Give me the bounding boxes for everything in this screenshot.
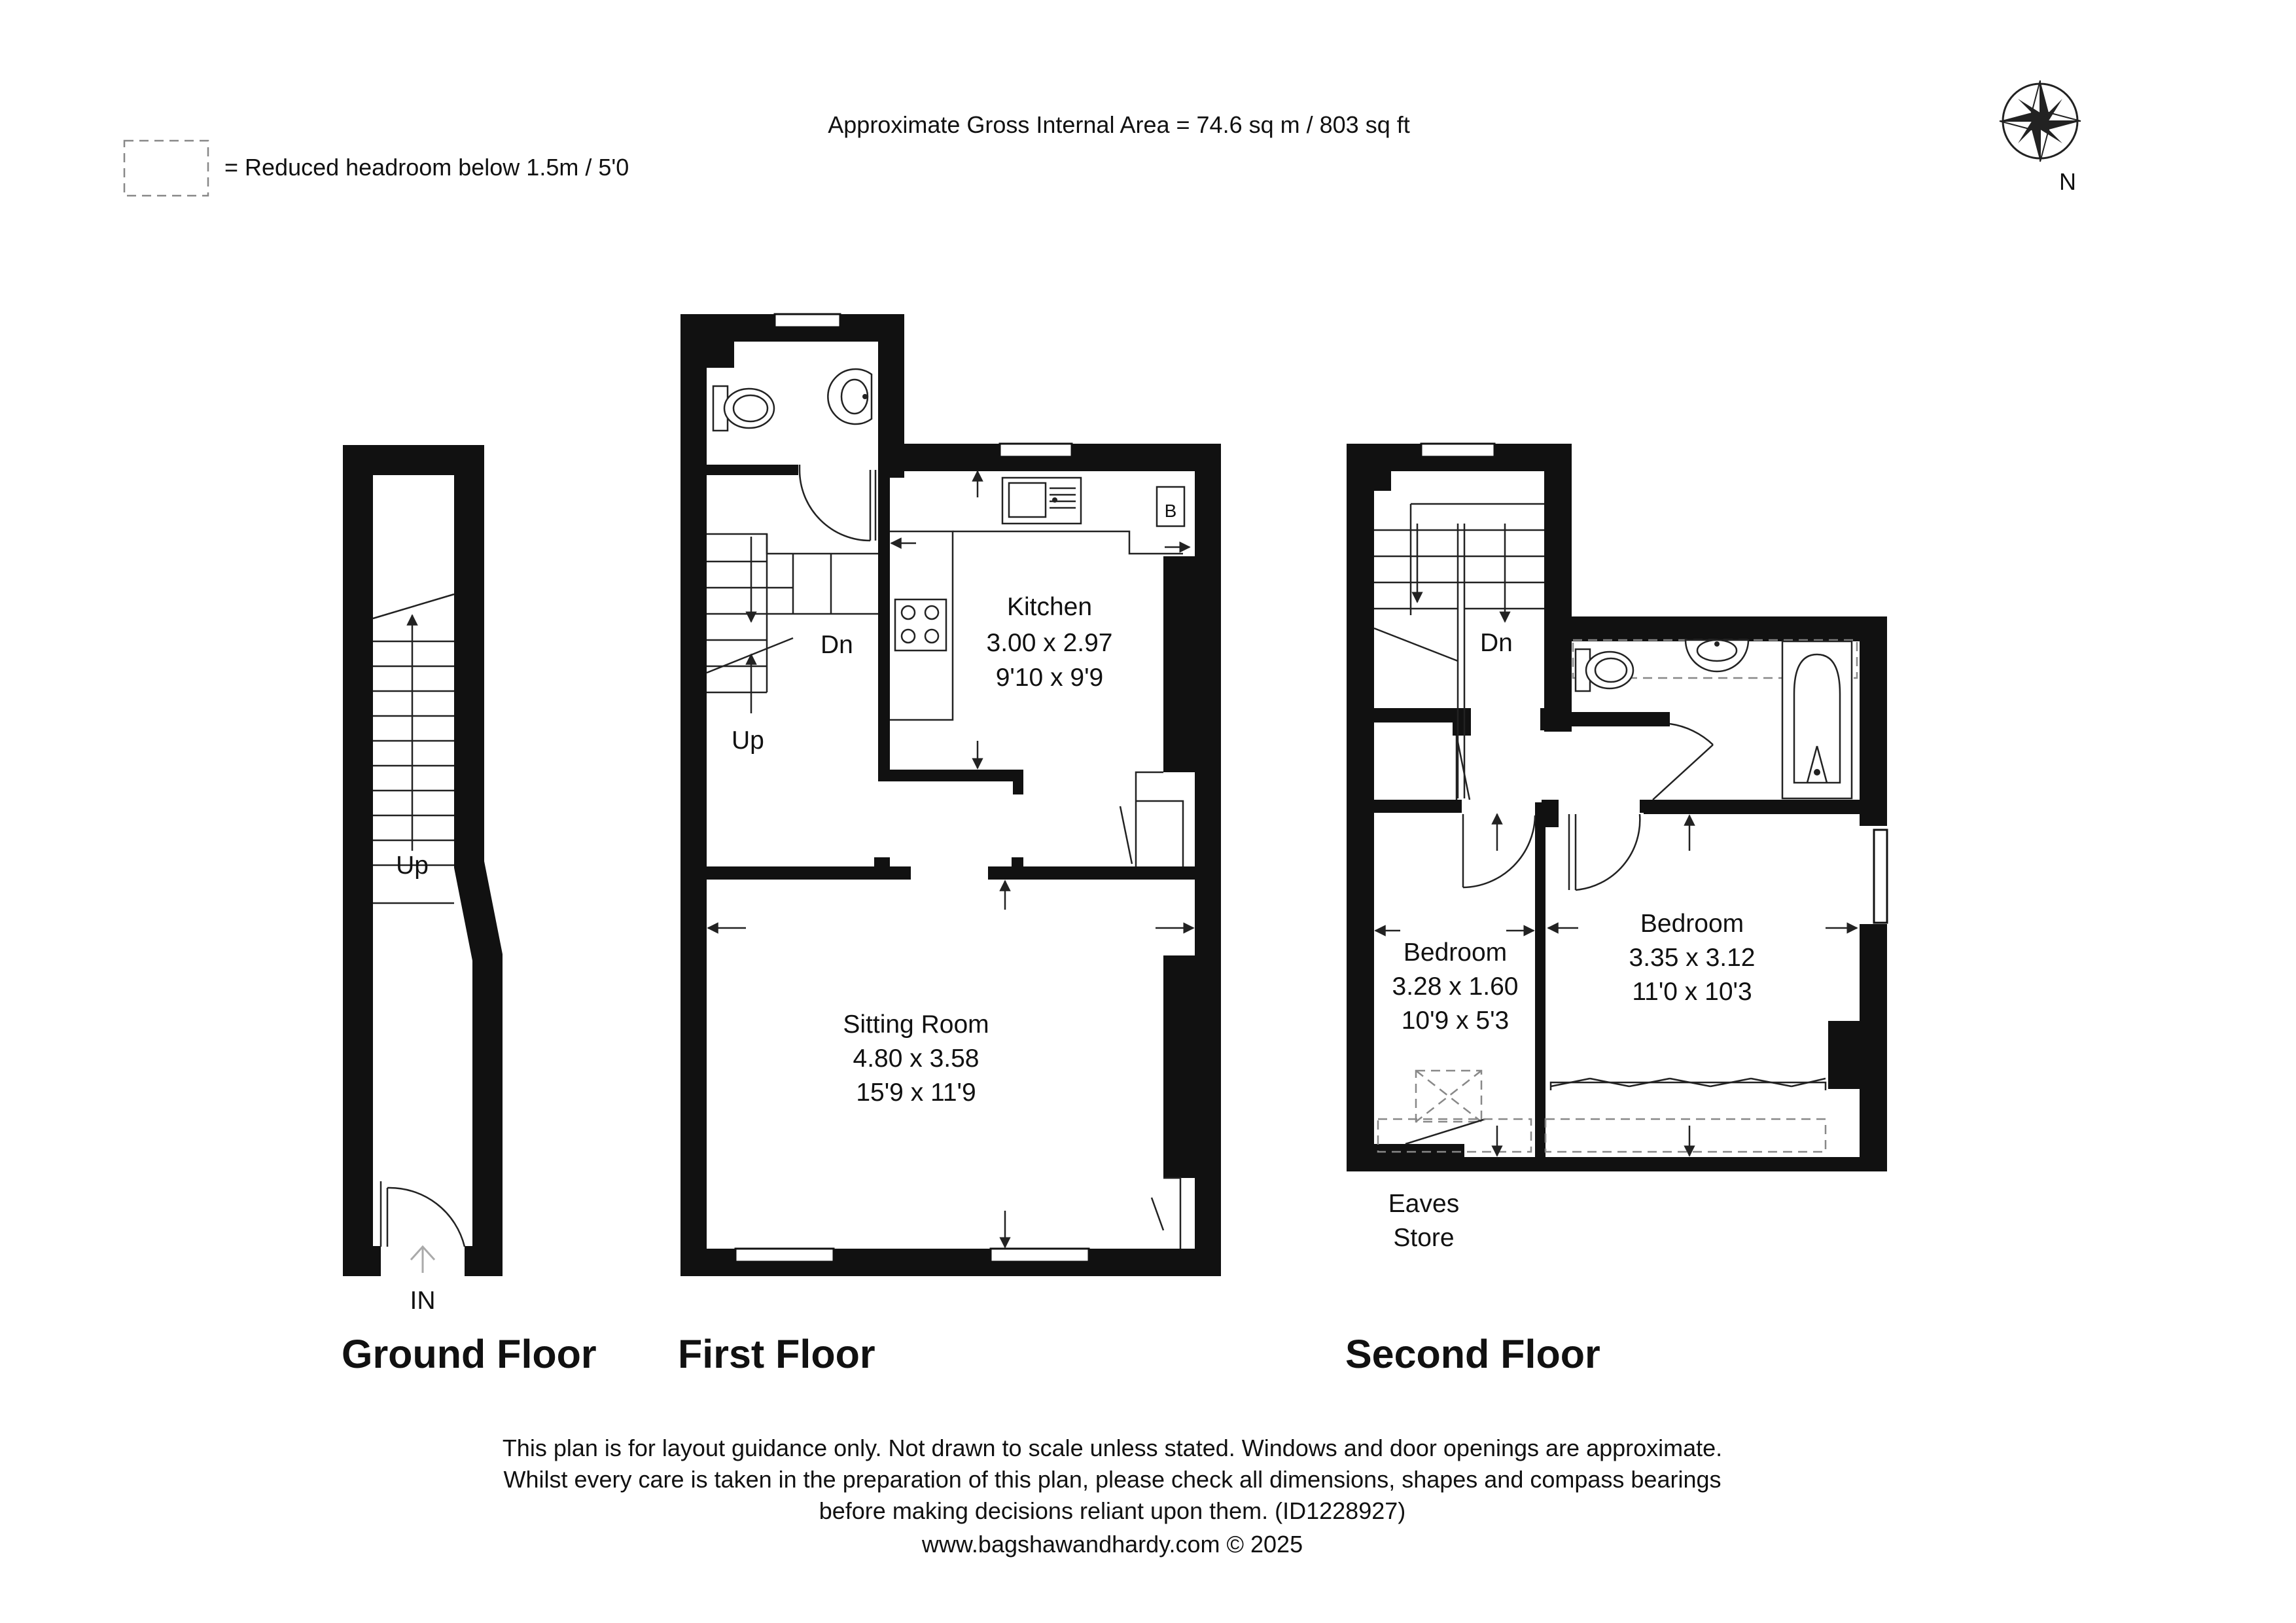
bedroom-small-imperial: 10'9 x 5'3 — [1401, 1007, 1510, 1035]
entrance-arrow-icon — [411, 1247, 434, 1273]
sitting-room-window-left — [735, 1249, 834, 1262]
first-floor-wc-window — [775, 314, 840, 327]
sitting-room-cupboard — [1152, 1178, 1180, 1249]
kitchen-name: Kitchen — [1006, 593, 1093, 621]
first-floor-toilet-icon — [713, 386, 774, 431]
sitting-room-window-right — [991, 1249, 1089, 1262]
bedroom-small-metric: 3.28 x 1.60 — [1392, 972, 1519, 1001]
ground-floor-plan — [343, 445, 503, 1315]
entrance-label: IN — [410, 1287, 436, 1315]
second-floor-title: Second Floor — [1345, 1332, 1600, 1376]
kitchen-imperial: 9'10 x 9'9 — [995, 664, 1104, 692]
bedroom-wardrobe — [1551, 1079, 1826, 1090]
eaves-store-label-line1: Eaves — [1388, 1190, 1460, 1218]
kitchen-hob-icon — [895, 599, 946, 651]
eaves-store-label-line2: Store — [1393, 1224, 1455, 1252]
bedroom-small-door[interactable] — [1463, 814, 1535, 887]
second-floor-toilet-icon — [1576, 649, 1633, 691]
ground-floor-stairs-up-label: Up — [396, 851, 429, 880]
bedroom-large-reduced-headroom — [1545, 1119, 1826, 1152]
reduced-headroom-legend-swatch — [124, 141, 208, 196]
boiler-label: B — [1164, 501, 1177, 521]
gross-area-text: Approximate Gross Internal Area = 74.6 sq m / 803 sq ft — [828, 111, 1410, 138]
bedroom-large-window — [1874, 830, 1887, 923]
first-floor-basin-icon — [828, 369, 872, 424]
eaves-hatch — [1405, 1071, 1485, 1144]
second-floor-stairs-down-label: Dn — [1480, 629, 1513, 657]
bathroom-door[interactable] — [1653, 724, 1713, 800]
first-floor-cupboard — [1120, 772, 1183, 866]
kitchen-metric: 3.00 x 2.97 — [986, 629, 1113, 657]
first-floor-plan — [680, 314, 1221, 1276]
first-floor-kitchen-window — [1000, 444, 1072, 457]
reduced-headroom-legend-text: = Reduced headroom below 1.5m / 5'0 — [224, 154, 629, 181]
first-floor-title: First Floor — [678, 1332, 875, 1376]
disclaimer-line-1: This plan is for layout guidance only. Not drawn to scale unless stated. Windows and door openings are approximate. — [502, 1435, 1723, 1461]
second-floor-stairs — [1374, 504, 1544, 798]
compass-rose-icon — [1996, 77, 2085, 166]
first-floor-stairs-up-label: Up — [732, 726, 764, 755]
second-floor-plan — [1347, 444, 1887, 1252]
first-floor-stairs-down-label: Dn — [821, 631, 853, 659]
sitting-room-imperial: 15'9 x 11'9 — [856, 1079, 976, 1107]
bedroom-large-name: Bedroom — [1640, 910, 1744, 938]
agent-website-copyright[interactable]: www.bagshawandhardy.com © 2025 — [921, 1531, 1303, 1558]
compass-north-label: N — [2059, 168, 2076, 195]
bedroom-large-metric: 3.35 x 3.12 — [1629, 944, 1756, 972]
bedroom-large-imperial: 11'0 x 10'3 — [1632, 978, 1752, 1006]
sitting-room-metric: 4.80 x 3.58 — [853, 1044, 980, 1073]
second-floor-landing-window — [1421, 444, 1494, 457]
disclaimer-line-2: Whilst every care is taken in the preparation of this plan, please check all dimensions, shapes and compass bearings — [503, 1466, 1722, 1493]
first-floor-wc-door[interactable] — [800, 465, 875, 541]
bedroom-large-door[interactable] — [1569, 814, 1640, 890]
second-floor-basin-icon — [1686, 640, 1748, 671]
entrance-door[interactable] — [381, 1181, 465, 1247]
disclaimer-line-3: before making decisions reliant upon them. (ID1228927) — [819, 1497, 1406, 1524]
sitting-room-name: Sitting Room — [843, 1010, 989, 1039]
ground-floor-title: Ground Floor — [342, 1332, 597, 1376]
bedroom-small-name: Bedroom — [1403, 938, 1508, 967]
kitchen-sink-icon — [1002, 478, 1081, 524]
first-floor-stairs — [707, 534, 878, 713]
bath-icon — [1782, 641, 1852, 798]
